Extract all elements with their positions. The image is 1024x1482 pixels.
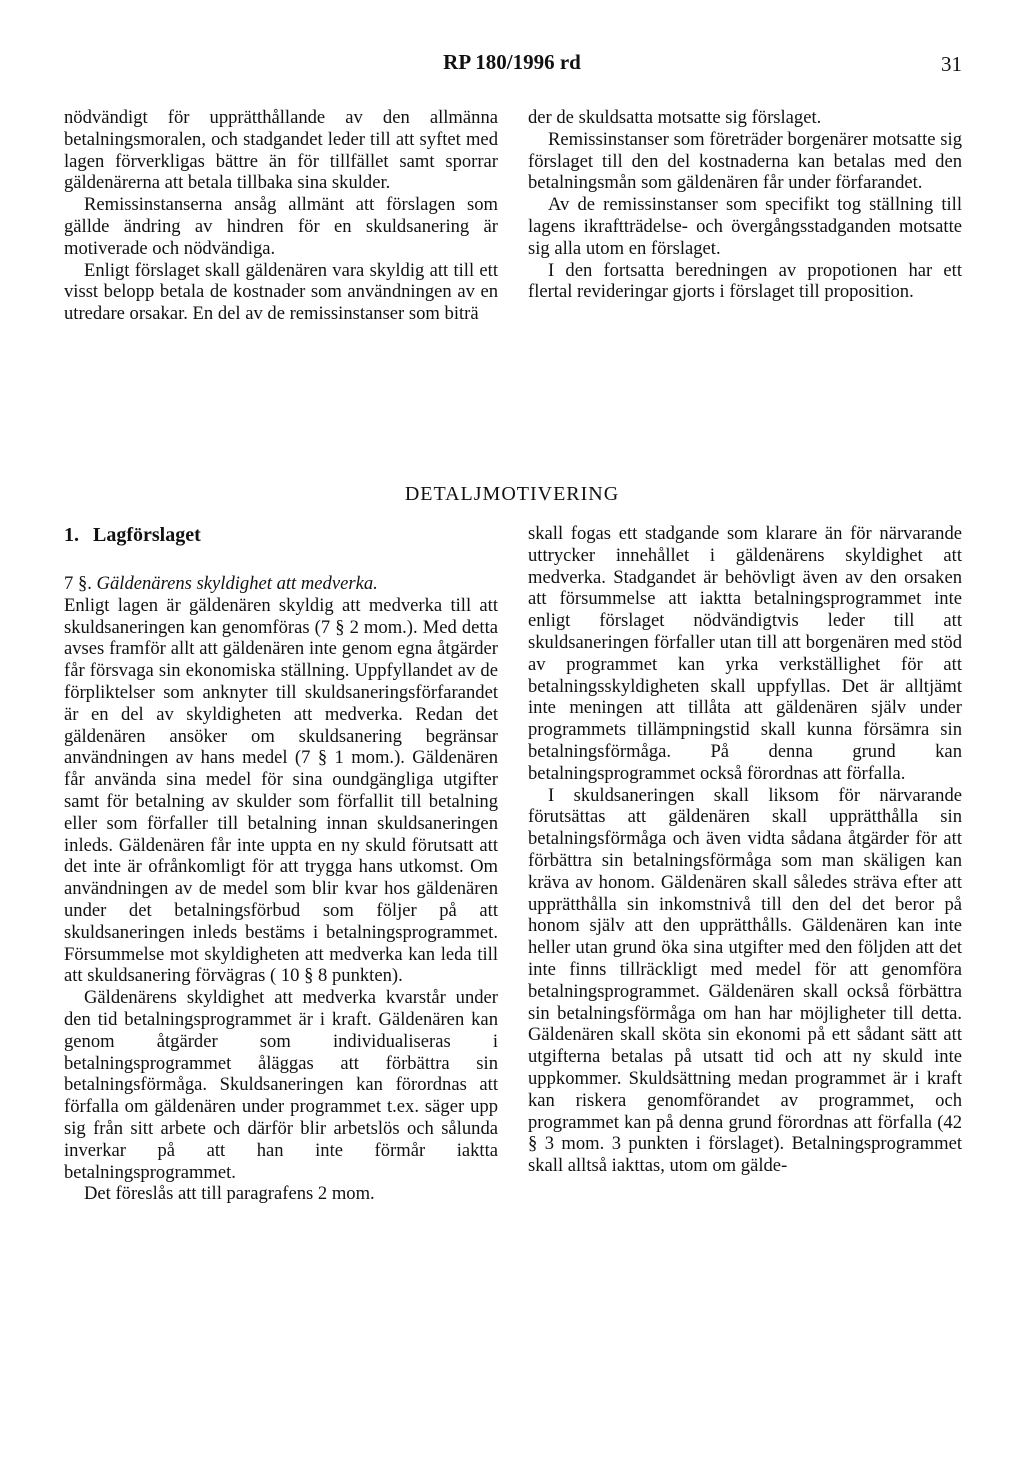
subsection-heading [64, 524, 201, 547]
paragraph: Gäldenärens skyldighet att medverka kvarstår under den tid betalningsprogrammet är i kraft. Gäldenären kan genom åtgärder som individualiseras i betalningsprogrammet åläggas att förbättra sin betalningsförmåga. Skuldsaneringen kan förordnas att förfalla om gäldenären under programmet t.ex. säger upp sig från sitt arbete och därför blir arbetslös och sålunda inverkar på att han inte förmår iaktta betalningsprogrammet. [64, 987, 498, 1183]
bottom-right-column [528, 523, 962, 1177]
paragraph: der de skuldsatta motsatte sig förslaget. [528, 107, 822, 128]
paragraph: I den fortsatta beredningen av propotionen har ett flertal revideringar gjorts i förslaget till proposition. [528, 259, 962, 303]
paragraph-heading [64, 573, 498, 595]
running-header: RP 180/1996 rd [443, 50, 581, 74]
paragraph: nödvändigt för upprätthållande av den allmänna betalningsmoralen, och stadgandet leder till att syftet med lagen förverkligas bättre än för tillfället samt sporrar gäldenärerna att betala tillbaka sina skulder. [64, 107, 498, 194]
paragraph: skall fogas ett stadgande som klarare än för närvarande uttrycker innehållet i gäldenärens skyldighet att medverka. Stadgandet är behövligt även av den orsaken att försummelse att iaktta betalningsprogrammet inte enligt förslaget nödvändigtvis leder till att skuldsaneringen förfaller utan till att borgenären med stöd av programmet kan yrka verkställighet för att betalningsskyldigheten skall uppfyllas. Det är alltjämt inte meningen att tillåta att gäldenären själv under programmets tillämpningstid skall kunna försämra sin betalningsförmåga. På denna grund kan betalningsprogrammet också förordnas att förfalla. [528, 523, 962, 784]
bottom-left-column [64, 573, 498, 1205]
subsection-number: 1. [64, 524, 79, 546]
paragraph-title: Gäldenärens skyldighet att medverka. [96, 573, 378, 594]
paragraph: Enligt förslaget skall gäldenären vara skyldig att till ett visst belopp betala de kostnader som användningen av en utredare orsakar. En del av de remissinstanser som biträ [64, 259, 498, 325]
paragraph: Enligt lagen är gäldenären skyldig att medverka till att skuldsaneringen kan genomföras (7 § 2 mom.). Med detta avses framför allt att gäldenären inte genom egna åtgärder får försvaga sin ekonomiska ställning. Uppfyllandet av de förpliktelser som anknyter till skuldsaneringsförfarandet är en del av skyldigheten att medverka. Redan det gäldenären ansöker om skuldsanering begränsar användningen av hans medel (7 § 1 mom.). Gäldenären får använda sina medel för sina oundgängliga utgifter samt för betalning av skulder som förfallit till betalning eller som förfaller till betalning innan skuldsaneringen inleds. Gäldenären får inte uppta en ny skuld förutsatt att det inte är ofrånkomligt för att trygga hans utkomst. Om användningen av de medel som blir kvar hos gäldenären under det betalningsförbud som följer på att skuldsaneringen inleds bestäms i betalningsprogrammet. Försummelse mot skyldigheten att medverka kan leda till att skuldsanering förvägras ( 10 § 8 punkten). [64, 594, 498, 987]
subsection-title: Lagförslaget [93, 524, 201, 546]
paragraph: Remissinstanserna ansåg allmänt att förslagen som gällde ändring av hindren för en skuldsanering är motiverade och nödvändiga. [64, 194, 498, 259]
top-left-column [64, 107, 498, 325]
section-heading: DETALJMOTIVERING [404, 483, 620, 505]
top-right-column [528, 107, 962, 303]
paragraph-number: 7 §. [64, 573, 92, 594]
paragraph: Remissinstanser som företräder borgenärer motsatte sig förslaget till den del kostnaderna kan betalas med den betalningsmån som gäldenären får under förfarandet. [528, 128, 962, 194]
paragraph: I skuldsaneringen skall liksom för närvarande förutsättas att gäldenären skall upprätthålla sin betalningsförmåga och även vidta sådana åtgärder för att förbättra sin betalningsförmåga som man skäligen kan kräva av honom. Gäldenären skall således sträva efter att upprätthålla sin inkomstnivå till den del det beror på honom själv att den upprätthålls. Gäldenären kan inte heller utan grund öka sina utgifter med den följden att det inte finns tillräckligt med medel för att genomföra betalningsprogrammet. Gäldenären skall också förbättra sin betalningsförmåga om han har möjligheter till detta. Gäldenären skall sköta sin ekonomi på ett sådant sätt att utgifterna betalas på utsatt tid och att ny skuld inte uppkommer. Skuldsättning medan programmet är i kraft kan riskera genomförandet av programmet, och programmet kan på denna grund förordnas att förfalla (42 § 3 mom. 3 punkten i förslaget). Betalningsprogrammet skall alltså iakttas, utom om gälde- [528, 784, 962, 1177]
paragraph: Av de remissinstanser som specifikt tog ställning till lagens ikraftträdelse- och övergångsstadganden motsatte sig alla utom en förslaget. [528, 194, 962, 259]
page-number: 31 [941, 52, 962, 76]
paragraph: Det föreslås att till paragrafens 2 mom. [84, 1183, 375, 1205]
